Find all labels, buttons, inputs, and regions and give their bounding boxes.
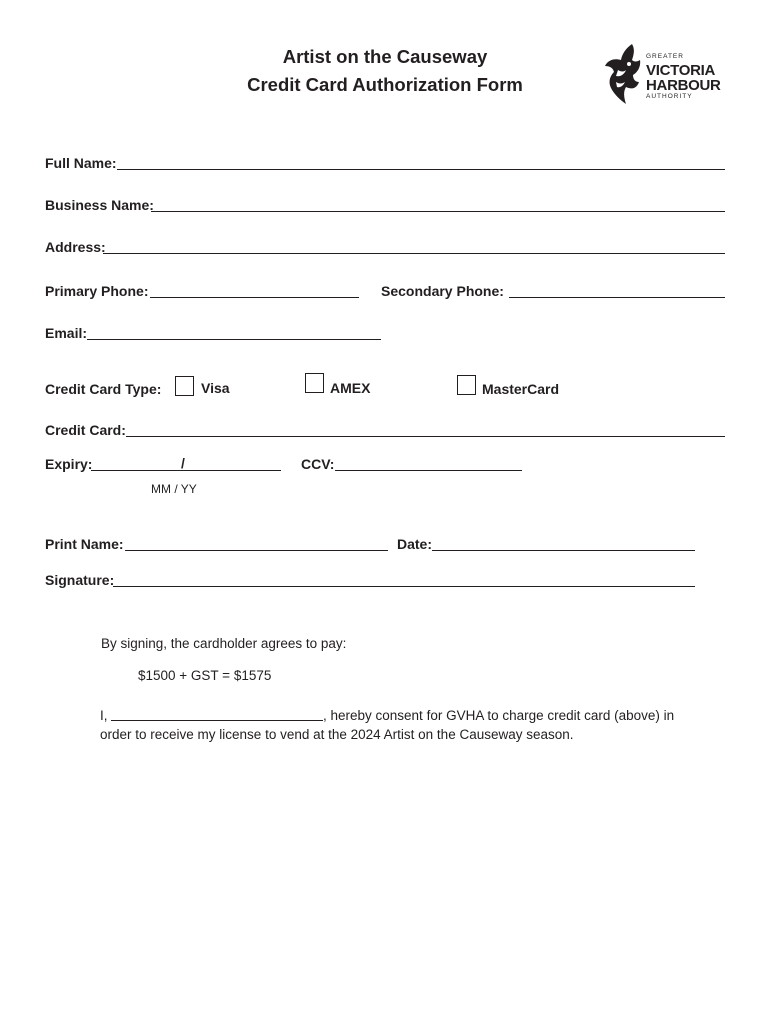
- business-name-field[interactable]: [151, 194, 725, 212]
- consent-suffix: , hereby consent for GVHA to charge credit card (above) in: [323, 708, 675, 723]
- card-type-label: Credit Card Type:: [45, 381, 162, 397]
- page-title: Artist on the Causeway: [282, 46, 488, 67]
- expiry-year-field[interactable]: [190, 453, 281, 471]
- expiry-separator: /: [181, 455, 185, 471]
- logo-text-harbour: HARBOUR: [646, 77, 721, 94]
- consent-line-2: order to receive my license to vend at the 2024 Artist on the Causeway season.: [100, 727, 574, 742]
- primary-phone-label: Primary Phone:: [45, 283, 149, 299]
- expiry-label: Expiry:: [45, 456, 93, 472]
- address-field[interactable]: [103, 236, 725, 254]
- secondary-phone-field[interactable]: [509, 280, 725, 298]
- email-field[interactable]: [87, 322, 381, 340]
- gvha-logo: [602, 42, 722, 106]
- print-name-field[interactable]: [125, 533, 388, 551]
- logo-text-authority: AUTHORITY: [646, 93, 693, 100]
- visa-checkbox[interactable]: [175, 376, 194, 396]
- date-label: Date:: [397, 536, 433, 552]
- full-name-field[interactable]: [117, 152, 725, 170]
- full-name-label: Full Name:: [45, 155, 117, 171]
- secondary-phone-label: Secondary Phone:: [381, 283, 504, 299]
- agreement-intro: By signing, the cardholder agrees to pay:: [101, 636, 347, 651]
- signature-label: Signature:: [45, 572, 115, 588]
- consent-name-field[interactable]: [111, 704, 323, 722]
- logo-text-victoria: VICTORIA: [646, 62, 715, 79]
- email-label: Email:: [45, 325, 88, 341]
- consent-prefix: I,: [100, 708, 108, 723]
- agreement-amount: $1500 + GST = $1575: [138, 668, 272, 683]
- primary-phone-field[interactable]: [150, 280, 359, 298]
- logo-text-greater: GREATER: [646, 53, 684, 60]
- date-field[interactable]: [432, 533, 695, 551]
- mastercard-checkbox[interactable]: [457, 375, 476, 395]
- expiry-month-field[interactable]: [91, 453, 180, 471]
- credit-card-field[interactable]: [126, 419, 725, 437]
- expiry-hint: MM / YY: [151, 482, 197, 496]
- mastercard-label: MasterCard: [482, 381, 560, 397]
- amex-checkbox[interactable]: [305, 373, 324, 393]
- page-subtitle: Credit Card Authorization Form: [247, 74, 523, 95]
- address-label: Address:: [45, 239, 106, 255]
- print-name-label: Print Name:: [45, 536, 124, 552]
- orca-icon: [602, 42, 644, 106]
- visa-label: Visa: [201, 380, 230, 396]
- amex-label: AMEX: [330, 380, 371, 396]
- credit-card-label: Credit Card:: [45, 422, 126, 438]
- ccv-field[interactable]: [335, 453, 522, 471]
- ccv-label: CCV:: [301, 456, 335, 472]
- business-name-label: Business Name:: [45, 197, 154, 213]
- signature-field[interactable]: [113, 569, 695, 587]
